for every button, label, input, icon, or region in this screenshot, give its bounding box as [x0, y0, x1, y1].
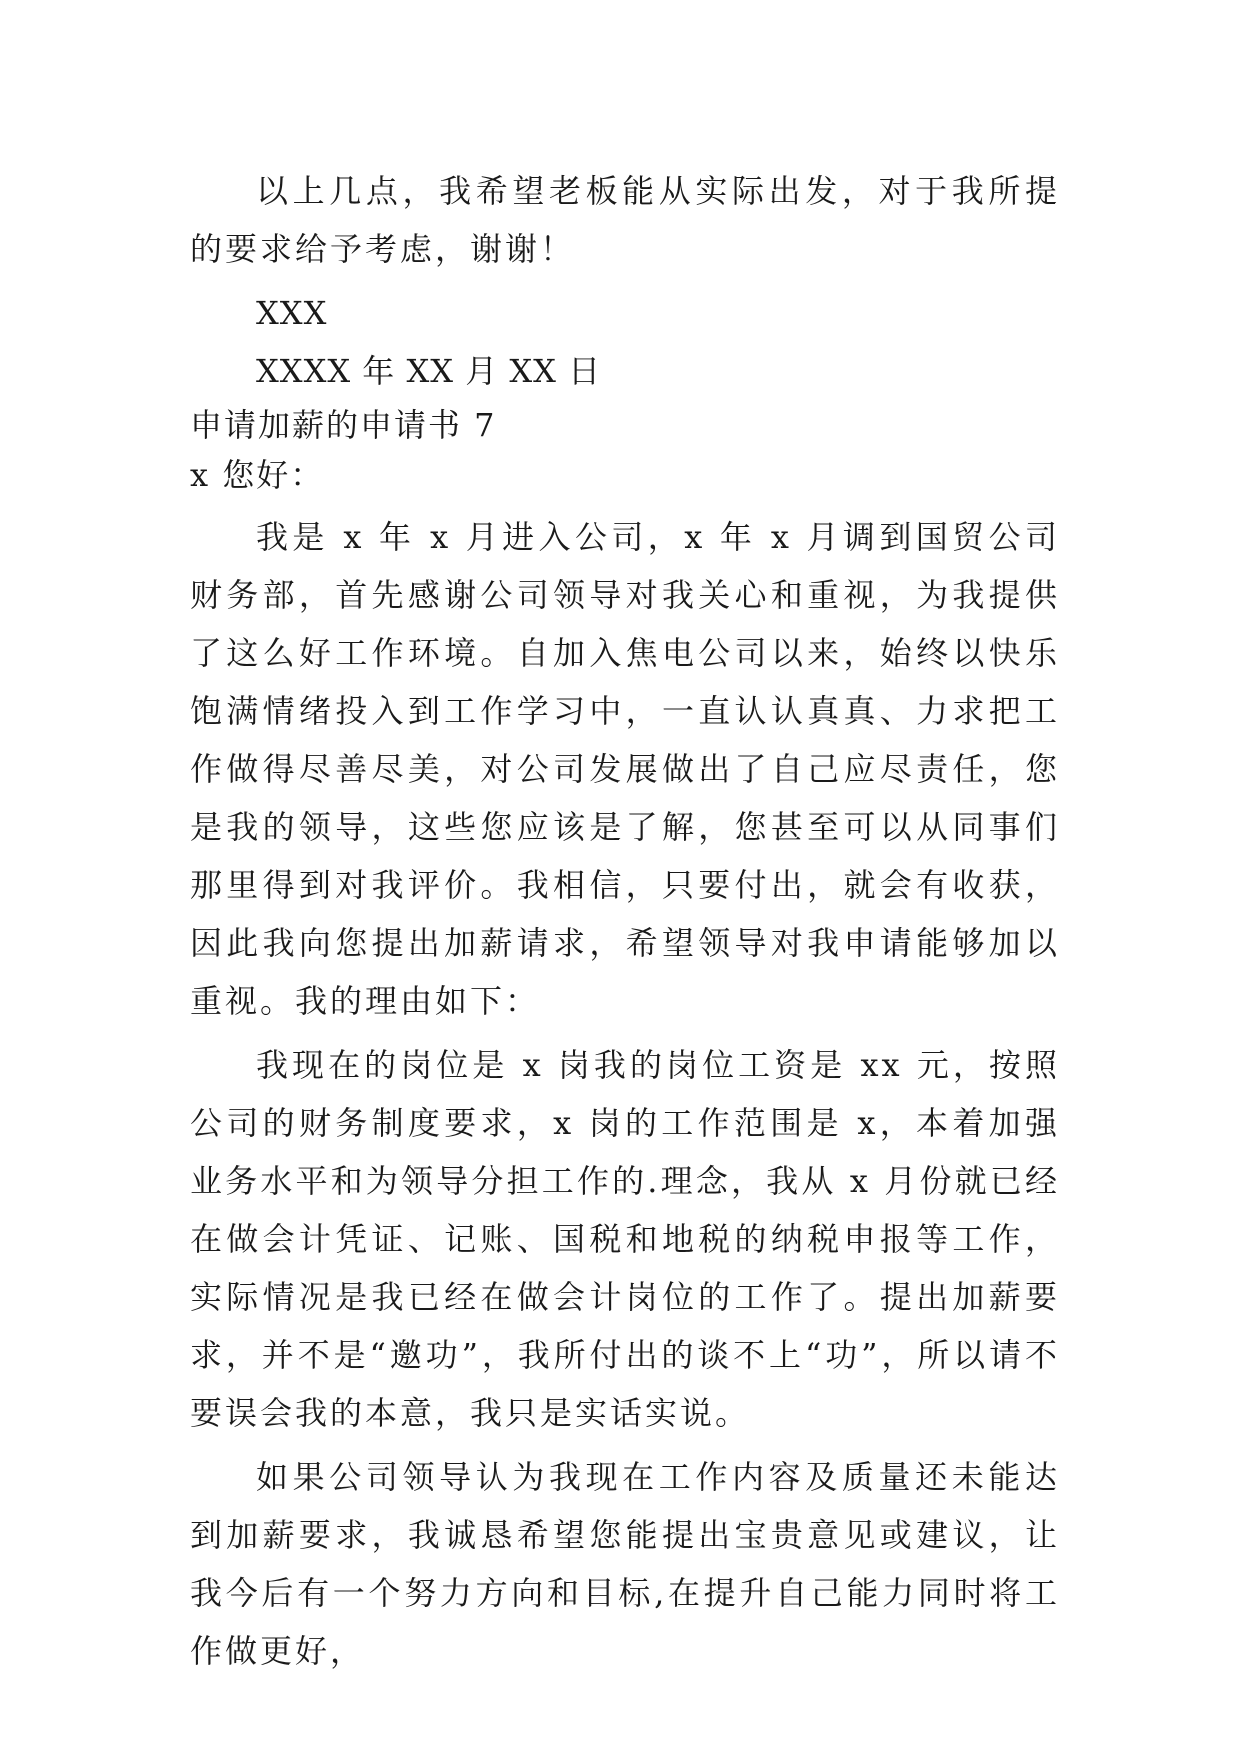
signature-name: XXX [256, 294, 328, 332]
body-paragraph: 我是 x 年 x 月进入公司，x 年 x 月调到国贸公司财务部，首先感谢公司领导对我关心和重视，为我提供了这么好工作环境。自加入焦电公司以来，始终以快乐饱满情绪投入到工作学习中，一直认认真真、力求把工作做得尽善尽美，对公司发展做出了自己应尽责任，您是我的领导，这些您应该是了解，您甚至可以从同事们那里得到对我评价。我相信，只要付出，就会有收获，因此我向您提出加薪请求，希望领导对我申请能够加以重视。我的理由如下： [190, 518, 1060, 1020]
body-paragraph: 如果公司领导认为我现在工作内容及质量还未能达到加薪要求，我诚恳希望您能提出宝贵意见或建议，让我今后有一个努力方向和目标,在提升自己能力同时将工作做更好， [190, 1458, 1060, 1670]
document-body [190, 162, 1060, 1680]
body-paragraph: 我现在的岗位是 x 岗我的岗位工资是 xx 元，按照公司的财务制度要求，x 岗的工作范围是 x，本着加强业务水平和为领导分担工作的.理念，我从 x 月份就已经在做会计凭证、记账、国税和地税的纳税申报等工作，实际情况是我已经在做会计岗位的工作了。提出加薪要求，并不是“邀功”，我所付出的谈不上“功”，所以请不要误会我的本意，我只是实话实说。 [190, 1046, 1060, 1432]
signature-date: XXXX 年 XX 月 XX 日 [256, 352, 602, 390]
closing-paragraph: 以上几点，我希望老板能从实际出发，对于我所提的要求给予考虑，谢谢！ [190, 172, 1060, 268]
greeting: x 您好： [190, 456, 325, 494]
section-title: 申请加薪的申请书 7 [190, 406, 497, 444]
